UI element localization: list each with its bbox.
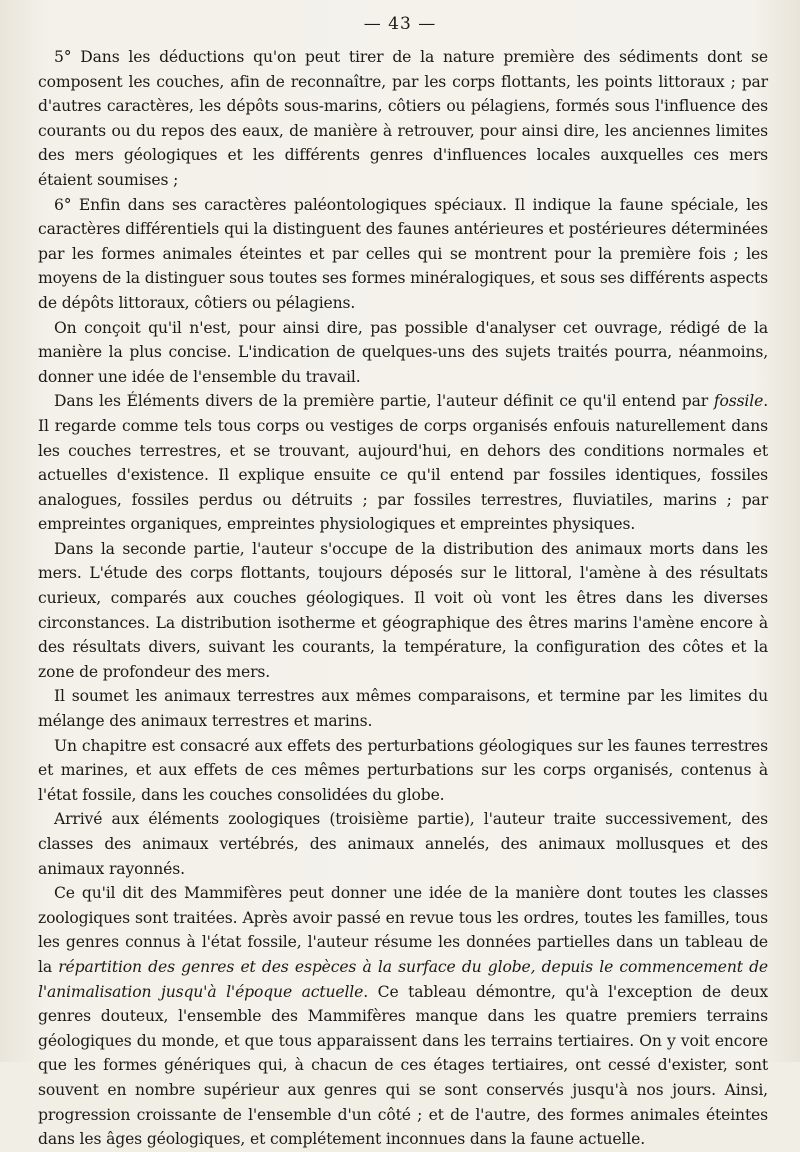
paragraph-mammals: Ce qu'il dit des Mammifères peut donner une idée de la manière dont toutes les classes zoologiques sont traitées. Après avoir passé en revue tous les ordres, toutes les familles, tous les genres connus à l'état fossile, l'auteur résume les données partielles dans un tableau de la répartition des genres et des espèces à la surface du globe, depuis le commencement de l'animalisation jusqu'à l'époque actuelle. Ce tableau démontre, qu'à l'exception de deux genres douteux, l'ensemble des Mammifères manque dans les quatre premiers terrains géologiques du monde, et que tous apparaissent dans les terrains tertiaires. On y voit encore que les formes génériques qui, à chacun de ces étages tertiaires, ont cessé d'exister, sont souvent en nombre supérieur aux genres qui se sont conservés jusqu'à nos jours. Ainsi, progression croissante de l'ensemble d'un côté ; et de l'autre, des formes animales éteintes dans les âges géologiques, et complétement inconnues dans la faune actuelle. xyxy=(38,884,768,1149)
paragraph-second-part: Dans la seconde partie, l'auteur s'occupe de la distribution des animaux morts dans les mers. L'étude des corps flottants, toujours déposés sur le littoral, l'amène à des résultats curieux, comparés aux couches géologiques. Il voit où vont les êtres dans les diverses circonstances. La distribution isotherme et géographique des êtres marins l'amène encore à des résultats divers, suivant les courants, la température, la configuration des côtes et la zone de profondeur des mers. xyxy=(38,539,768,681)
paragraph-perturbations: Un chapitre est consacré aux effets des perturbations géologiques sur les faunes terrestres et marines, et aux effets de ces mêmes perturbations sur les corps organisés, contenus à l'état fossile, dans les couches consolidées du globe. xyxy=(38,736,768,804)
italic-term-fossile: fossile xyxy=(713,392,764,411)
italic-table-title: répartition des genres et des espèces à la surface du globe, depuis le commencement de l'animalisation jusqu'à l'époque actuelle xyxy=(38,957,768,1001)
body-text xyxy=(38,45,768,1152)
paragraph-analysis: On conçoit qu'il n'est, pour ainsi dire, pas possible d'analyser cet ouvrage, rédigé de la manière la plus concise. L'indication de quelques-uns des sujets traités pourra, néanmoins, donner une idée de l'ensemble du travail. xyxy=(38,318,768,386)
paragraph-zoological-elements: Arrivé aux éléments zoologiques (troisième partie), l'auteur traite successivement, des classes des animaux vertébrés, des animaux annelés, des animaux mollusques et des animaux rayonnés. xyxy=(38,810,768,878)
paragraph-5-deductions: 5° Dans les déductions qu'on peut tirer de la nature première des sédiments dont se composent les couches, afin de reconnaître, par les corps flottants, les points littoraux ; par d'autres caractères, les dépôts sous-marins, côtiers ou pélagiens, formés sous l'influence des courants ou du repos des eaux, de manière à retrouver, pour ainsi dire, les anciennes limites des mers géologiques et les différents genres d'influences locales auxquelles ces mers étaient soumises ; xyxy=(38,48,768,189)
paragraph-first-part: Dans les Éléments divers de la première partie, l'auteur définit ce qu'il entend par fossile. Il regarde comme tels tous corps ou vestiges de corps organisés enfouis naturellement dans les couches terrestres, et se trouvant, aujourd'hui, en dehors des conditions normales et actuelles d'existence. Il explique ensuite ce qu'il entend par fossiles identiques, fossiles analogues, fossiles perdus ou détruits ; par fossiles terrestres, fluviatiles, marins ; par empreintes organiques, empreintes physiologiques et empreintes physiques. xyxy=(38,392,768,534)
page-number: — 43 — xyxy=(363,14,437,34)
paragraph-6-paleontological: 6° Enfin dans ses caractères paléontologiques spéciaux. Il indique la faune spéciale, les caractères différentiels qui la distinguent des faunes antérieures et postérieures déterminées par les formes animales éteintes et par celles qui se montrent pour la première fois ; les moyens de la distinguer sous toutes ses formes minéralogiques, et sous ses différents aspects de dépôts littoraux, côtiers ou pélagiens. xyxy=(38,195,768,312)
paragraph-terrestrial-animals: Il soumet les animaux terrestres aux mêmes comparaisons, et termine par les limites du mélange des animaux terrestres et marins. xyxy=(38,687,768,731)
